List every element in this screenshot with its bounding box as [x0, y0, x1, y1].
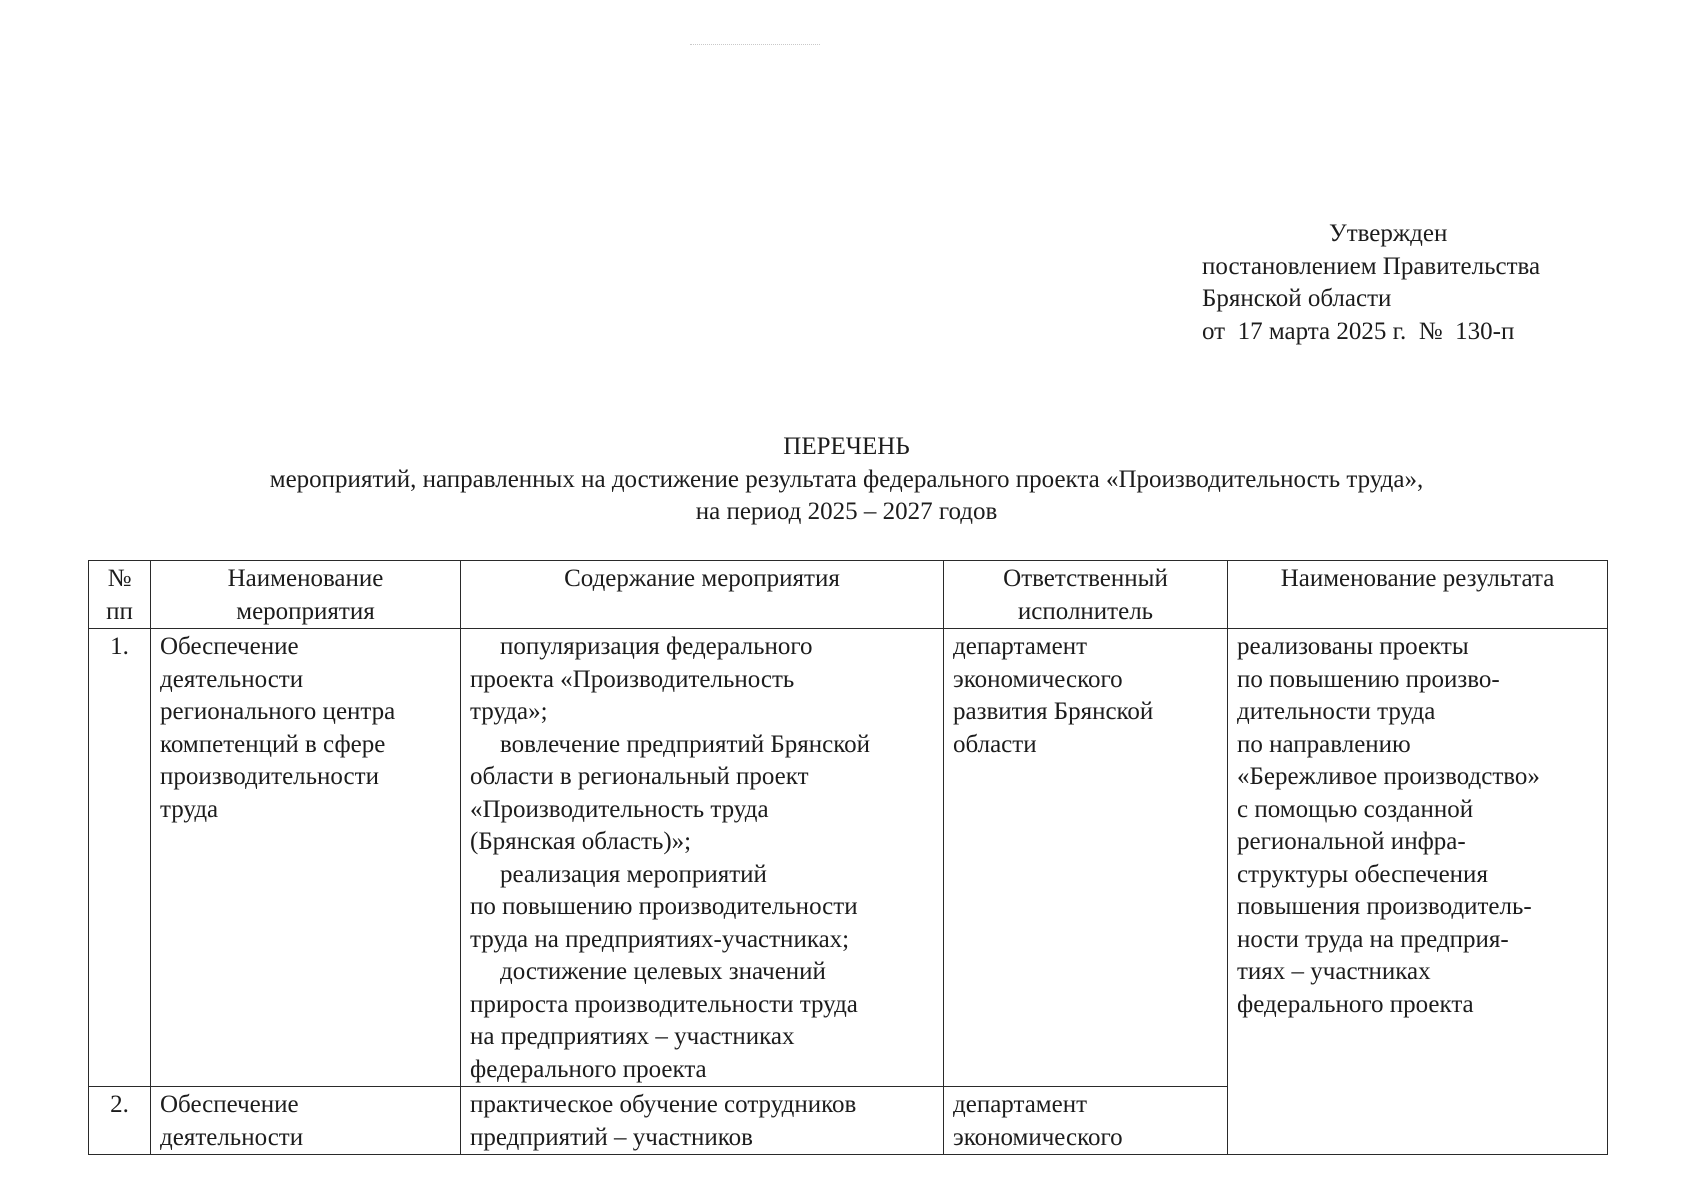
cell-line: «Производительность труда	[470, 795, 769, 823]
cell-line: предприятий – участников	[470, 1123, 753, 1151]
cell-line: проекта «Производительность	[470, 665, 795, 693]
cell-line: достижение целевых значений	[500, 958, 826, 985]
cell-line: ности труда на предприя-	[1237, 925, 1509, 953]
cell-line: прироста производительности труда	[470, 990, 858, 1018]
cell-line: экономического	[953, 1123, 1123, 1151]
cell-line: дительности труда	[1237, 698, 1436, 725]
scan-artifact	[690, 44, 820, 49]
row-executor	[944, 1087, 1228, 1155]
header-text: Наименование результата	[1280, 565, 1555, 592]
header-name	[151, 561, 461, 629]
table-header-row	[89, 561, 1608, 629]
cell-line: реализация мероприятий	[500, 860, 767, 888]
table-row	[89, 629, 1608, 1087]
cell-line: региональной инфра-	[1237, 828, 1466, 855]
approval-stamp	[1202, 218, 1540, 348]
title-heading: ПЕРЕЧЕНЬ	[783, 433, 910, 460]
cell-line: практическое обучение сотрудников	[470, 1091, 857, 1118]
cell-line: труда	[160, 795, 219, 823]
cell-line: повышения производитель-	[1237, 893, 1532, 920]
approval-line: Брянской области	[1202, 285, 1392, 312]
header-text: Ответственный	[1003, 565, 1168, 592]
row-result	[1228, 629, 1608, 1155]
header-text: мероприятия	[236, 597, 375, 625]
row-activity-content	[461, 629, 944, 1087]
cell-line: Обеспечение	[160, 633, 299, 660]
header-result	[1228, 561, 1608, 629]
row-number: 1.	[89, 629, 151, 1087]
row-activity-name	[151, 629, 461, 1087]
row-activity-name	[151, 1087, 461, 1155]
cell-line: департамент	[953, 1091, 1088, 1118]
header-text: пп	[106, 597, 133, 625]
header-text: Наименование	[227, 565, 384, 592]
cell-line: экономического	[953, 665, 1123, 693]
title-subtitle: мероприятий, направленных на достижение результата федерального проекта «Производительность труда»,	[269, 465, 1424, 493]
activities-table	[88, 560, 1608, 1155]
cell-line: на предприятиях – участниках	[470, 1023, 795, 1050]
header-text: исполнитель	[1017, 597, 1154, 625]
cell-line: труда»;	[470, 698, 548, 725]
cell-line: департамент	[953, 633, 1088, 660]
approval-line: постановлением Правительства	[1202, 252, 1541, 280]
cell-line: компетенций в сфере	[160, 730, 386, 758]
cell-line: федерального проекта	[470, 1055, 707, 1083]
cell-line: развития Брянской	[953, 698, 1154, 725]
cell-line: деятельности	[160, 665, 304, 693]
cell-line: труда на предприятиях-участниках;	[470, 925, 850, 953]
header-text: №	[107, 565, 132, 592]
approval-line: от 17 марта 2025 г. № 130-п	[1202, 317, 1515, 345]
row-executor	[944, 629, 1228, 1087]
cell-line: производительности	[160, 763, 379, 790]
cell-line: регионального центра	[160, 698, 396, 725]
cell-line: (Брянская область)»;	[470, 828, 692, 855]
cell-line: по повышению производительности	[470, 893, 858, 920]
cell-line: «Бережливое производство»	[1237, 763, 1540, 790]
approval-line: Утвержден	[1329, 220, 1448, 247]
cell-line: реализованы проекты	[1237, 633, 1469, 660]
cell-line: по направлению	[1237, 730, 1411, 758]
cell-line: тиях – участниках	[1237, 958, 1431, 985]
document-title	[0, 431, 1693, 529]
header-text: Содержание мероприятия	[564, 565, 840, 592]
cell-line: структуры обеспечения	[1237, 860, 1488, 888]
cell-line: области	[953, 730, 1037, 758]
row-number: 2.	[89, 1087, 151, 1155]
cell-line: по повышению произво-	[1237, 665, 1500, 693]
cell-line: популяризация федерального	[500, 633, 813, 660]
cell-line: области в региональный проект	[470, 763, 809, 790]
row-activity-content	[461, 1087, 944, 1155]
cell-line: федерального проекта	[1237, 990, 1474, 1018]
title-period: на период 2025 – 2027 годов	[695, 498, 998, 525]
header-executor	[944, 561, 1228, 629]
cell-line: деятельности	[160, 1123, 304, 1151]
cell-line: с помощью созданной	[1237, 795, 1474, 823]
cell-line: вовлечение предприятий Брянской	[500, 730, 870, 758]
header-content	[461, 561, 944, 629]
cell-line: Обеспечение	[160, 1091, 299, 1118]
header-num	[89, 561, 151, 629]
